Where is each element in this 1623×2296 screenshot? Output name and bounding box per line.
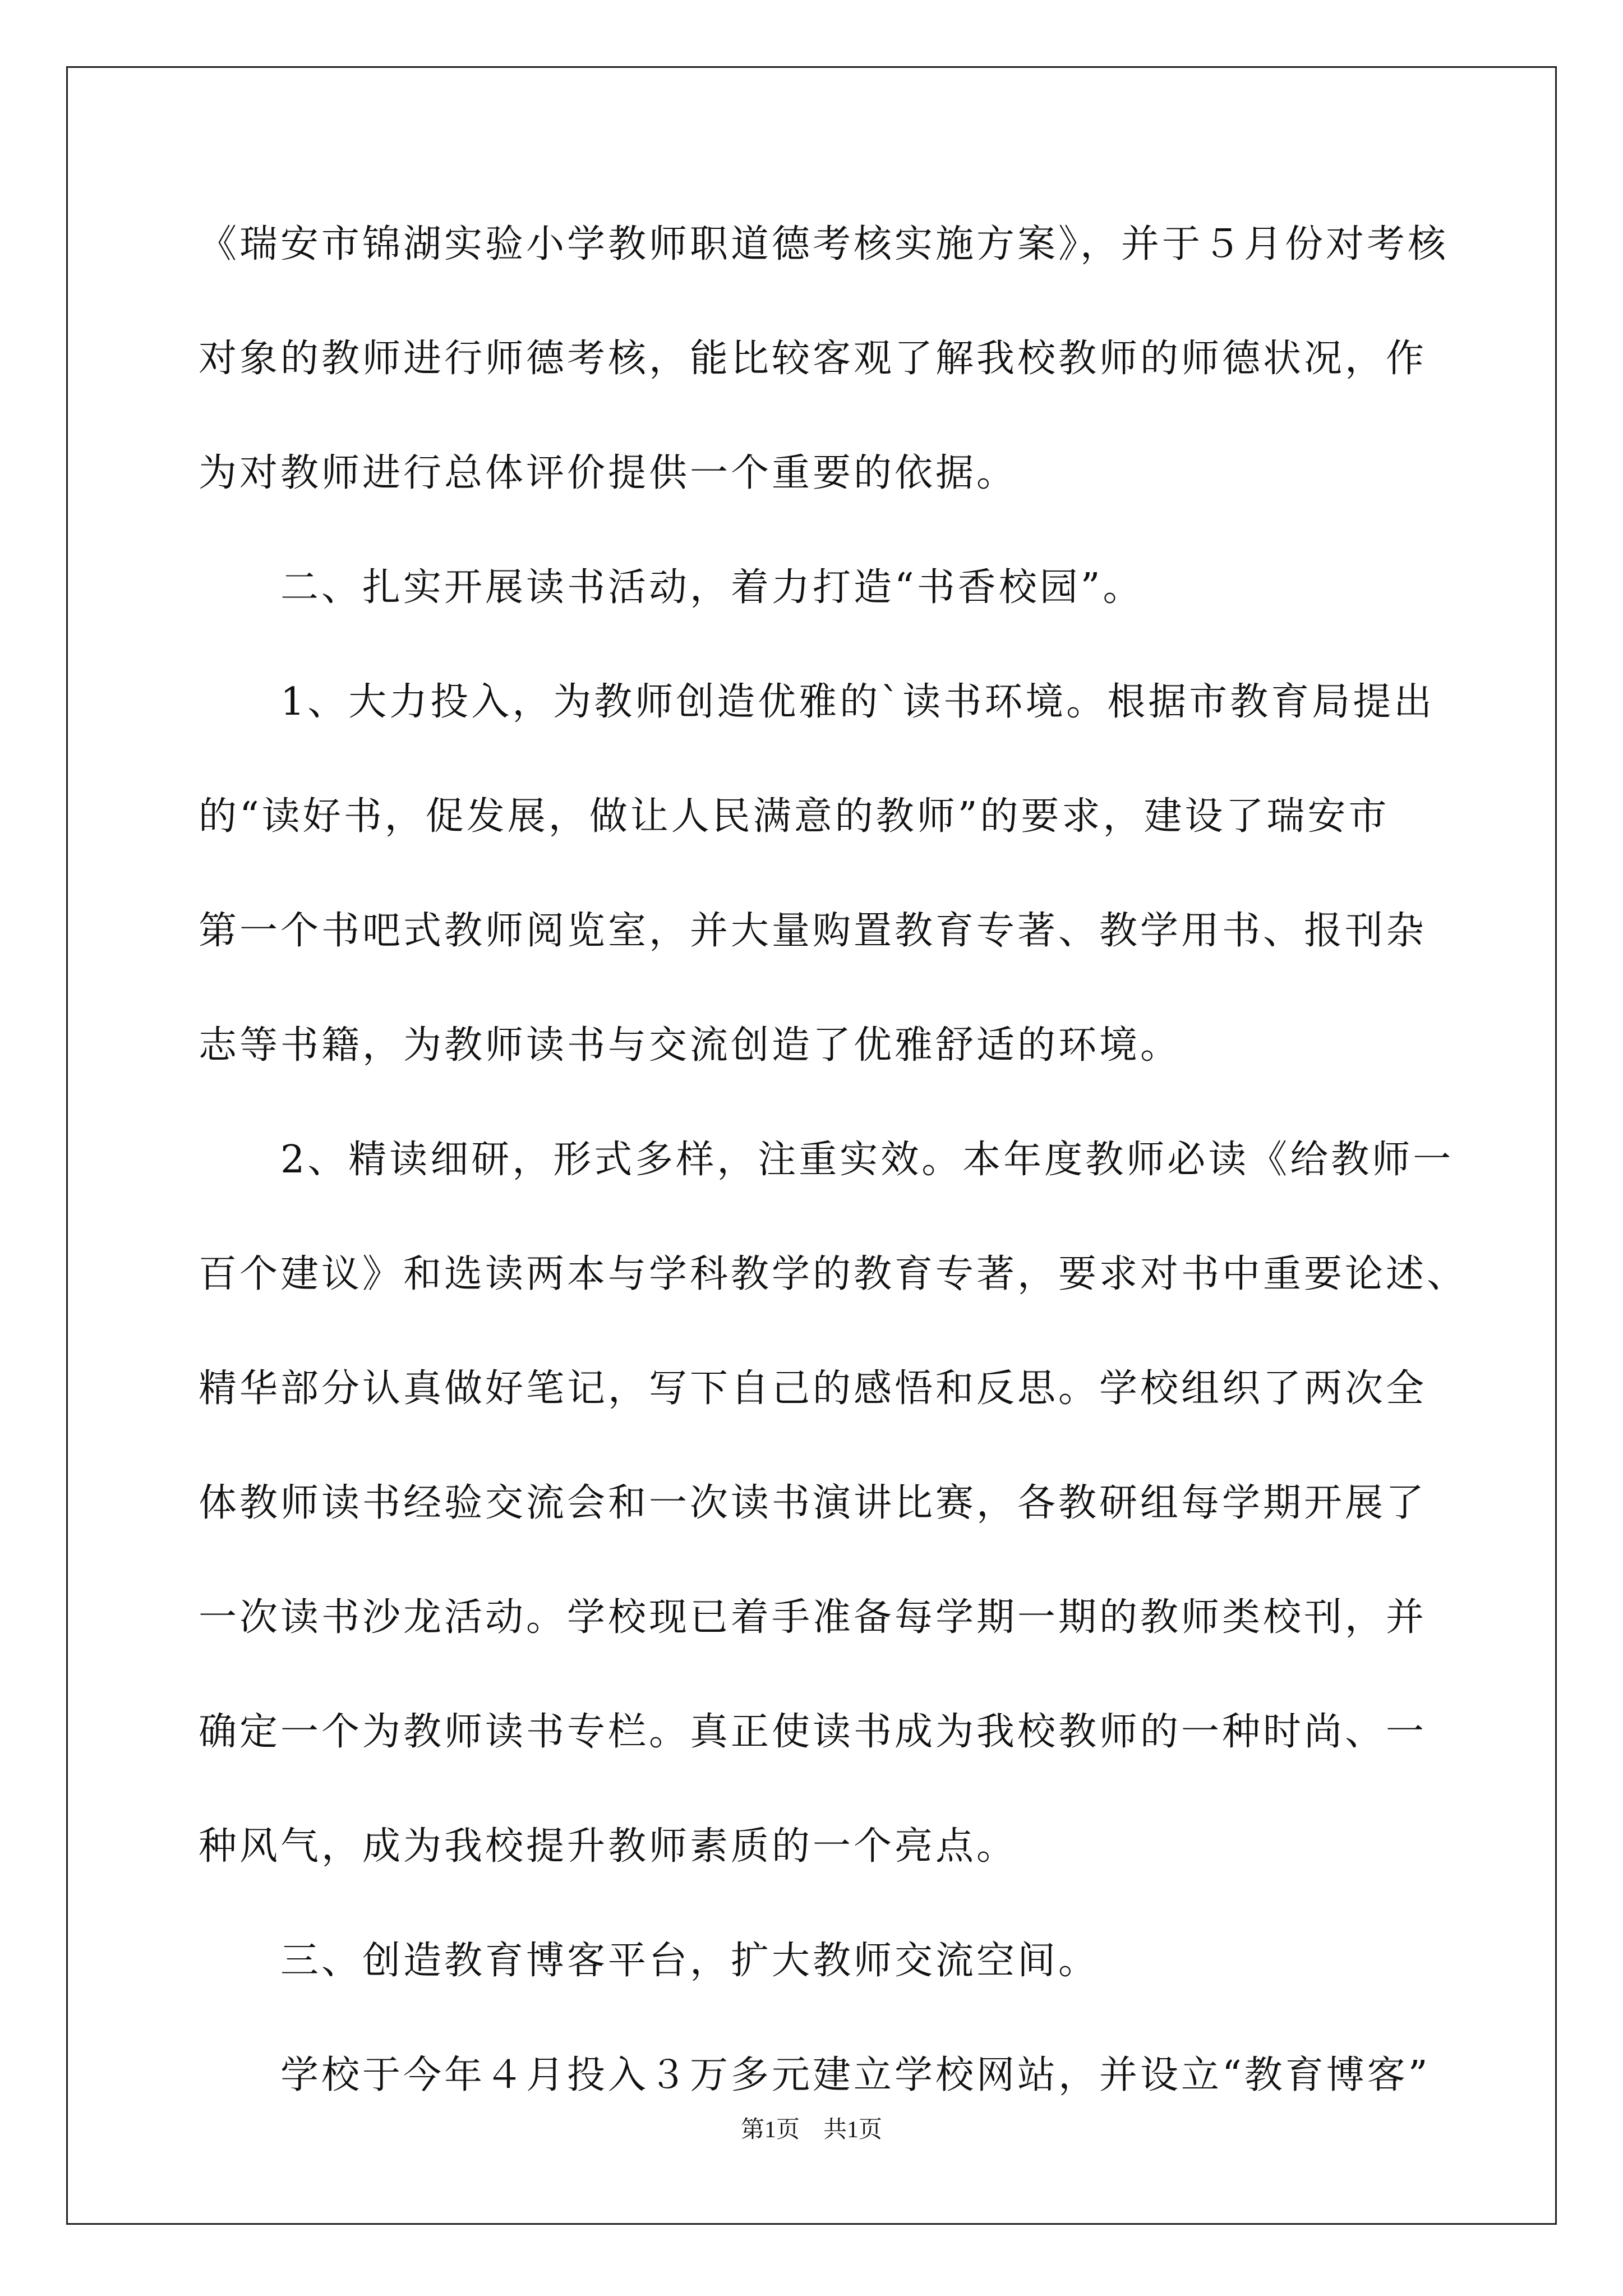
- body-line: 一次读书沙龙活动。学校现已着手准备每学期一期的教师类校刊，并: [199, 1595, 1427, 1640]
- body-line: 《瑞安市锦湖实验小学教师职道德考核实施方案》，并于５月份对考核: [199, 222, 1449, 266]
- body-line: 精华部分认真做好笔记，写下自己的感悟和反思。学校组织了两次全: [199, 1366, 1427, 1411]
- body-line: 学校于今年４月投入３万多元建立学校网站，并设立“教育博客”: [199, 2053, 1431, 2097]
- body-line: 对象的教师进行师德考核，能比较客观了解我校教师的师德状况，作: [199, 337, 1427, 381]
- body-line: 体教师读书经验交流会和一次读书演讲比赛，各教研组每学期开展了: [199, 1481, 1427, 1525]
- body-line: 百个建议》和选读两本与学科教学的教育专著，要求对书中重要论述、: [199, 1252, 1468, 1296]
- page-number-footer: 第1页 共1页: [740, 2117, 882, 2143]
- body-line: 种风气，成为我校提升教师素质的一个亮点。: [199, 1824, 1018, 1869]
- section-heading: 二、扎实开展读书活动，着力打造“书香校园”。: [199, 565, 1144, 610]
- body-line: 确定一个为教师读书专栏。真正使读书成为我校教师的一种时尚、一: [199, 1710, 1427, 1754]
- section-heading: 三、创造教育博客平台，扩大教师交流空间。: [199, 1939, 1100, 1983]
- body-line: 志等书籍，为教师读书与交流创造了优雅舒适的环境。: [199, 1023, 1182, 1068]
- body-line: 的“读好书，促发展，做让人民满意的教师”的要求，建设了瑞安市: [199, 794, 1390, 839]
- body-line: 2、精读细研，形式多样，注重实效。本年度教师必读《给教师一: [199, 1138, 1454, 1182]
- body-line: 1、大力投入，为教师创造优雅的`读书环境。根据市教育局提出: [199, 680, 1435, 724]
- body-line: 为对教师进行总体评价提供一个重要的依据。: [199, 451, 1018, 495]
- body-line: 第一个书吧式教师阅览室，并大量购置教育专著、教学用书、报刊杂: [199, 909, 1427, 953]
